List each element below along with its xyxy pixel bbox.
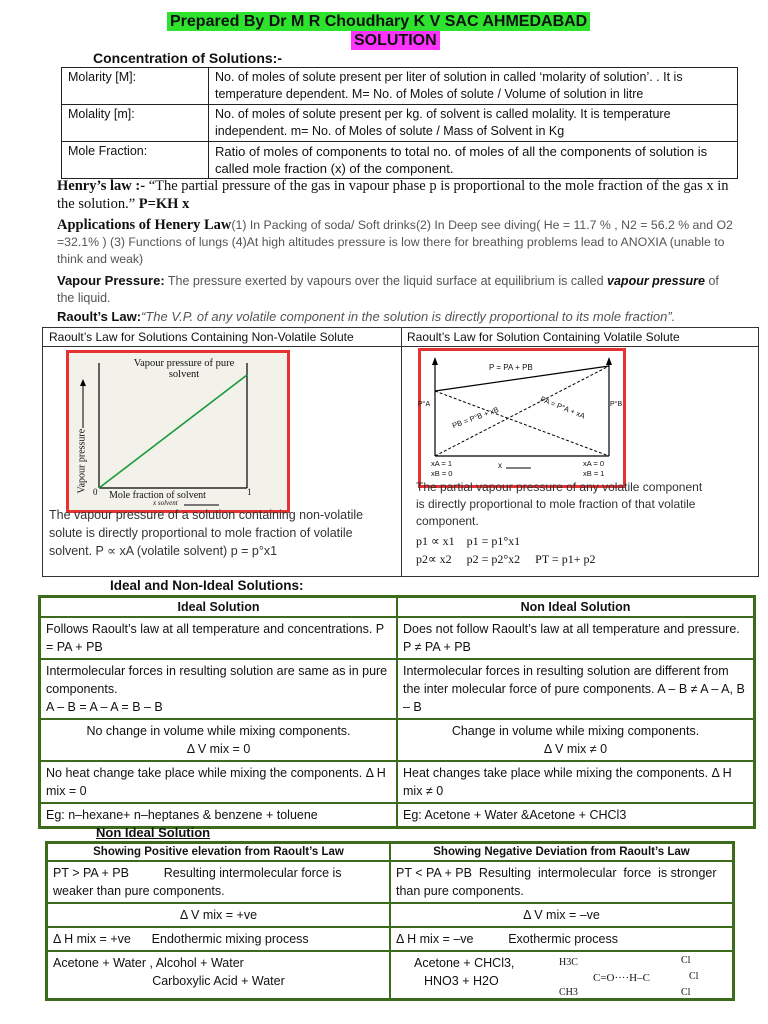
ideal-heading: Ideal and Non-Ideal Solutions: [110,578,304,593]
pb-label: P°B [610,401,623,408]
term-cell: Molality [m]: [62,105,209,142]
nonideal-cell: Does not follow Raoult’s law at all temperature and pressure. P ≠ PA + PB [397,617,755,659]
ideal-cell: Follows Raoult’s law at all temperature and concentrations. P = PA + PB [40,617,398,659]
concentration-table [61,67,738,179]
ideal-cell: Intermolecular forces in resulting solution are same as in pure components. A – B = A – A = B – B [40,659,398,719]
table-row [40,617,755,659]
right-axis-label-2: xB = 1 [583,469,605,478]
volatile-text [416,479,706,530]
hydrogen-bond-structure [551,954,731,998]
negative-cell: Δ H mix = –ve Exothermic process [390,927,734,951]
table-row [40,761,755,803]
nonvolatile-text-content: The vapour pressure of a solution containing non-volatile solute is directly proportional to mole fraction of volatile solvent. P ∝ xA (volatile solvent) p = p°x1 [49,508,364,558]
vapour-label: Vapour Pressure: [57,273,165,288]
volatile-graph [418,348,626,488]
term-cell: Mole Fraction: [62,142,209,179]
volatile-formula-2: p2∝ x2 p2 = p2°x2 PT = p1+ p2 [416,552,596,566]
deviation-table [45,841,735,1001]
negative-cell: Δ V mix = –ve [390,903,734,927]
left-panel-title: Raoult’s Law for Solutions Containing Non-Volatile Solute [49,330,354,344]
definition-cell: No. of moles of solute present per kg. of solvent is called molality. It is temperature independent. m= No. of Moles of solute / Mass of Solvent in Kg [209,105,738,142]
x-axis-subscript: x solvent [153,499,178,507]
negative-deviation-header: Showing Negative Deviation from Raoult’s Law [390,843,734,862]
ideal-column-header: Ideal Solution [40,597,398,618]
positive-cell [47,951,391,999]
right-axis-label-1: xA = 0 [583,459,605,468]
henry-paragraph [57,177,737,213]
x-axis-label: Mole fraction of solvent [109,490,206,501]
vapour-emphasis: vapour pressure [607,274,705,288]
page-subtitle: SOLUTION [351,31,440,50]
table-row [40,719,755,761]
nonideal-cell: Eg: Acetone + Water &Acetone + CHCl3 [397,803,755,828]
term-cell: Molarity [M]: [62,68,209,105]
nonideal-cell: Change in volume while mixing components. Δ V mix ≠ 0 [397,719,755,761]
end-label: 1 [247,487,252,497]
total-pressure-label: P = PA + PB [489,363,533,372]
y-axis-label: Vapour pressure [76,428,88,494]
volatile-text-content: The partial vapour pressure of any volatile component is directly proportional to mole fraction of that volatile component. [416,480,703,528]
henry-label: Henry’s law :- [57,178,146,194]
ideal-cell: No change in volume while mixing components. Δ V mix = 0 [40,719,398,761]
vapour-text: The pressure exerted by vapours over the liquid surface at equilibrium is called [167,274,604,288]
positive-example-2: Carboxylic Acid + Water [152,974,285,988]
table-row [62,68,738,105]
henry-formula: P=KH x [138,196,190,212]
ideal-cell: Eg: n–hexane+ n–heptanes & benzene + toluene [40,803,398,828]
nonideal-column-header: Non Ideal Solution [397,597,755,618]
nonvolatile-text [49,506,394,560]
table-row [47,927,734,951]
nonideal-heading: Non Ideal Solution [96,825,211,840]
origin-label: 0 [93,487,98,497]
left-axis-label-1: xA = 1 [431,459,453,468]
applications-label: Applications of Henery Law [57,217,232,233]
raoult-text: “The V.P. of any volatile component in the solution is directly proportional to its mole fraction”. [141,309,676,324]
vapour-pressure-line [99,375,247,488]
right-panel-title: Raoult’s Law for Solution Containing Volatile Solute [407,330,680,344]
table-row [62,142,738,179]
table-row [40,803,755,828]
ideal-cell: No heat change take place while mixing the components. Δ H mix = 0 [40,761,398,803]
negative-cell [390,951,734,999]
page-title: Prepared By Dr M R Choudhary K V SAC AHMEDABAD [167,12,590,31]
pb-line-label: PB = P°B + xB [450,404,500,431]
concentration-heading: Concentration of Solutions:- [93,50,282,66]
vapour-paragraph [57,272,737,307]
table-row [62,105,738,142]
table-row [40,659,755,719]
positive-cell: PT > PA + PB Resulting intermolecular force is weaker than pure components. [47,861,391,903]
nonideal-cell: Heat changes take place while mixing the components. Δ H mix ≠ 0 [397,761,755,803]
positive-example-1: Acetone + Water , Alcohol + Water [53,956,244,970]
h3c-label: H3C [559,957,578,968]
curve-label: Vapour pressure of pure solvent [133,358,235,380]
positive-cell: Δ H mix = +ve Endothermic mixing process [47,927,391,951]
negative-example-1: Acetone + CHCl3, [414,956,515,970]
henry-text: “The partial pressure of the gas in vapour phase p is proportional to the mole fraction of the gas x in the solution.” [57,178,729,212]
definition-cell: Ratio of moles of components to total no. of moles of all the components of solution is called mole fraction (x) of the component. [209,142,738,179]
raoult-label: Raoult’s Law: [57,309,142,324]
volatile-formula-1: p1 ∝ x1 p1 = p1°x1 [416,534,521,548]
x-label: x [498,461,502,470]
table-header-row [40,597,755,618]
cl-label: Cl [689,971,699,982]
nonideal-cell: Intermolecular forces in resulting solution are different from the inter molecular force of pure components. A – B ≠ A – A, B – B [397,659,755,719]
pa-label: P°A [418,401,431,408]
table-row [47,903,734,927]
raoult-paragraph [57,309,747,324]
bond-label: C=O····H–C [593,972,650,984]
ch3-label: CH3 [559,987,578,998]
cl-label: Cl [681,955,691,966]
table-header-row [47,843,734,862]
left-axis-label-2: xB = 0 [431,469,453,478]
applications-text: (1) In Packing of soda/ Soft drinks(2) In Deep see diving( He = 11.7 % , N2 = 56.2 % and O2 =32.1% ) (3) Functions of lungs (4)At high altitudes pressure is low there for breathing problems lead to ANOXIA (unable to think and weak) [57,218,733,266]
cl-label: Cl [681,987,691,998]
table-row [47,861,734,903]
raoult-panels [42,327,759,577]
negative-example-2: HNO3 + H2O [424,974,499,988]
definition-cell: No. of moles of solute present per liter of solution in called ‘molarity of solution’. . It is temperature dependent. M= No. of Moles of solute / Volume of solution in litre [209,68,738,105]
applications-paragraph [57,217,737,268]
nonvolatile-graph [66,350,290,513]
vapour-tail: of the liquid. [57,274,719,305]
positive-deviation-header: Showing Positive elevation from Raoult’s Law [47,843,391,862]
table-row [47,951,734,999]
pa-line-label: PA = P°A + xA [539,394,587,421]
negative-cell: PT < PA + PB Resulting intermolecular force is stronger than pure components. [390,861,734,903]
positive-cell: Δ V mix = +ve [47,903,391,927]
ideal-table [38,595,756,829]
